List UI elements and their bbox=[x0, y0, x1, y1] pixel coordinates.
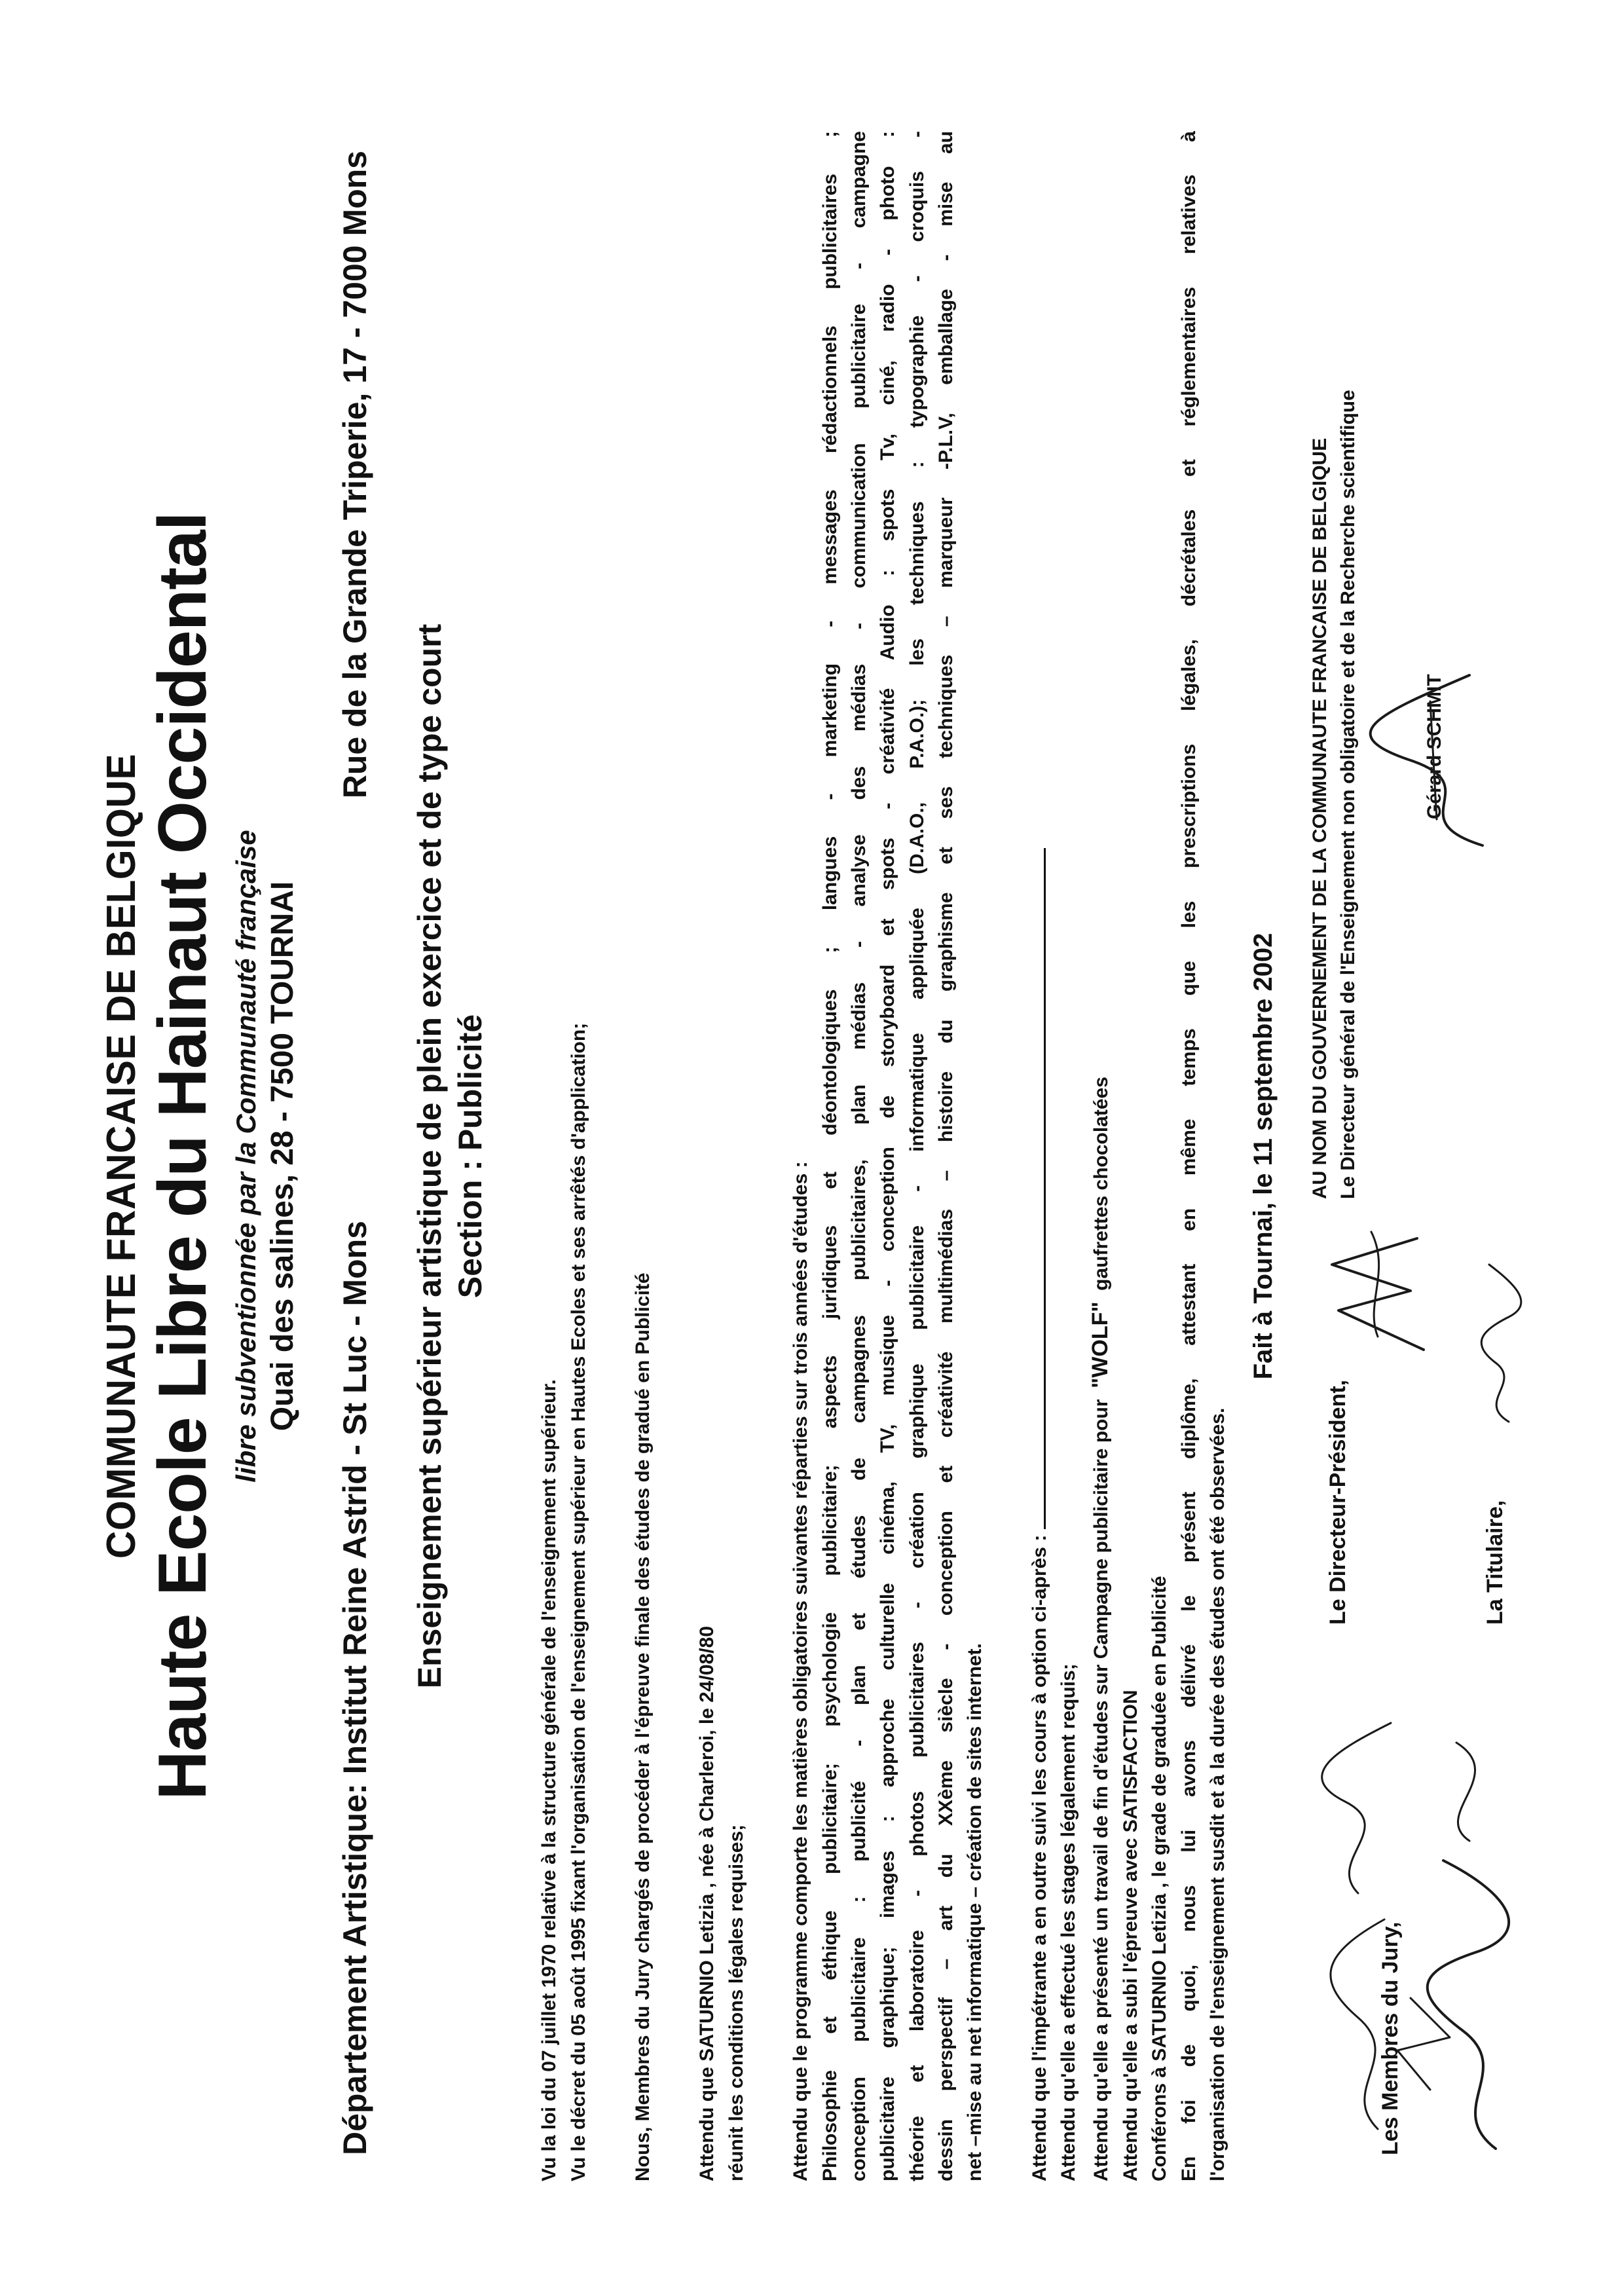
student-statement bbox=[693, 131, 751, 2181]
jury-line: Nous, Membres du Jury chargés de procéder à l'épreuve finale des études de gradué en Publicité bbox=[631, 1272, 654, 2181]
program-title: Enseignement supérieur artistique de plein exercice et de type court bbox=[411, 623, 449, 1689]
department-name: Département Artistique: Institut Reine Astrid - St Luc - Mons bbox=[337, 1221, 374, 2155]
student-line: Attendu que SATURNIO Letizia , née à Charleroi, le 24/08/80 bbox=[696, 1626, 718, 2181]
header bbox=[98, 131, 301, 2181]
student-line: réunit les conditions légales requises; bbox=[725, 1824, 747, 2181]
org-name: COMMUNAUTE FRANCAISE DE BELGIQUE bbox=[99, 753, 144, 1559]
director-signature-label: Le Directeur-Président, bbox=[1325, 1379, 1350, 1625]
government-line: AU NOM DU GOUVERNEMENT DE LA COMMUNAUTE FRANCAISE DE BELGIQUE bbox=[1308, 437, 1331, 1199]
options-blank-line bbox=[1027, 848, 1046, 1529]
grade-line: Conférons à SATURNIO Letizia , le grade de graduée en Publicité bbox=[1149, 1576, 1171, 2181]
curriculum-line: Philosophie et éthique publicitaire; psychologie publicitaire; aspects juridiques et déontologiques ; langues - marketing - messages rédactionnels publicitaires ; bbox=[819, 131, 841, 2181]
department-address: Rue de la Grande Triperie, 17 - 7000 Mons bbox=[337, 151, 374, 799]
director-signature-handwriting bbox=[1312, 1219, 1443, 1363]
signatory-name: Gérard SCHMIT bbox=[1423, 674, 1445, 819]
faith-line: l'organisation de l'enseignement susdit et à la durée des études ont été observées. bbox=[1207, 1407, 1229, 2181]
internships-line: Attendu qu'elle a effectué les stages légalement requis; bbox=[1058, 1663, 1080, 2181]
options-text: Attendu que l'impétrante a en outre suivi les cours à option ci-après : bbox=[1028, 1534, 1050, 2181]
titular-signature-handwriting bbox=[1463, 1258, 1528, 1428]
legal-basis bbox=[535, 131, 593, 2181]
program-block bbox=[411, 131, 489, 2181]
department-line bbox=[336, 151, 374, 2155]
thesis-suffix: gaufrettes chocolatées bbox=[1090, 1077, 1112, 1291]
government-line: Le Directeur général de l'Enseignement non obligatoire et de la Recherche scientifique bbox=[1337, 390, 1359, 1199]
thesis-brand: "WOLF" bbox=[1087, 1301, 1113, 1388]
faith-line: En foi de quoi, nous lui avons délivré le présent diplôme, attestant en même temps que les prescriptions légales, décrétales et réglementaires relatives à bbox=[1177, 131, 1200, 2181]
jury-statement bbox=[629, 131, 657, 2181]
thesis-prefix: Attendu qu'elle a présenté un travail de fin d'études sur Campagne publicitaire pour bbox=[1090, 1399, 1112, 2181]
legal-line: Vu le décret du 05 août 1995 fixant l'organisation de l'enseignement supérieur en Hautes Ecoles et ses arrêtés d'application; bbox=[567, 1022, 589, 2181]
government-signature-block bbox=[1306, 390, 1363, 1199]
minister-signature-handwriting bbox=[1358, 662, 1502, 859]
options-line bbox=[1025, 131, 1054, 2181]
titular-signature-label: La Titulaire, bbox=[1482, 1500, 1507, 1625]
attendus-block bbox=[1025, 131, 1233, 2181]
thesis-line bbox=[1084, 131, 1116, 2181]
jury-signatures-handwriting bbox=[1299, 1697, 1535, 2168]
school-name: Haute Ecole Libre du Hainaut Occidental bbox=[145, 512, 221, 1800]
curriculum-intro: Attendu que le programme comporte les matières obligatoires suivantes réparties sur trois années d'études : bbox=[790, 1161, 812, 2181]
signature-area bbox=[1299, 131, 1535, 2181]
subsidy-note: libre subventionnée par la Communauté française bbox=[231, 830, 262, 1483]
jury-signature-label: Les Membres du Jury, bbox=[1377, 1921, 1403, 2155]
legal-line: Vu la loi du 07 juillet 1970 relative à la structure générale de l'enseignement supérieur. bbox=[538, 1379, 561, 2181]
exam-line: Attendu qu'elle a subi l'épreuve avec SATISFACTION bbox=[1119, 1690, 1141, 2181]
curriculum-line: dessin perspectif – art du XXème siècle - conception et créativité multimédias – histoire du graphisme et ses techniques – marqueur -P.L.V, emballage - mise au bbox=[935, 131, 957, 2181]
curriculum-line: théorie et laboratoire - photos publicitaires - création graphique publicitaire - informatique appliquée (D.A.O., P.A.O.); les techniques : typographie - croquis - bbox=[906, 131, 928, 2181]
program-section: Section : Publicité bbox=[452, 1014, 489, 1299]
school-address: Quai des salines, 28 - 7500 TOURNAI bbox=[265, 881, 301, 1432]
curriculum bbox=[786, 131, 990, 2181]
place-and-date: Fait à Tournai, le 11 septembre 2002 bbox=[1248, 933, 1278, 1380]
curriculum-line: net –mise au net informatique – création de sites internet. bbox=[964, 1643, 986, 2181]
curriculum-line: conception publicitaire : publicité - plan et études de campagnes publicitaires, plan médias - analyse des médias - communication publicitaire - campagne bbox=[847, 131, 870, 2181]
curriculum-line: publicitaire graphique; images : approche culturelle cinéma, TV, musique - conception de storyboard et spots - créativité Audio : spots Tv, ciné, radio - photo : bbox=[877, 131, 899, 2181]
